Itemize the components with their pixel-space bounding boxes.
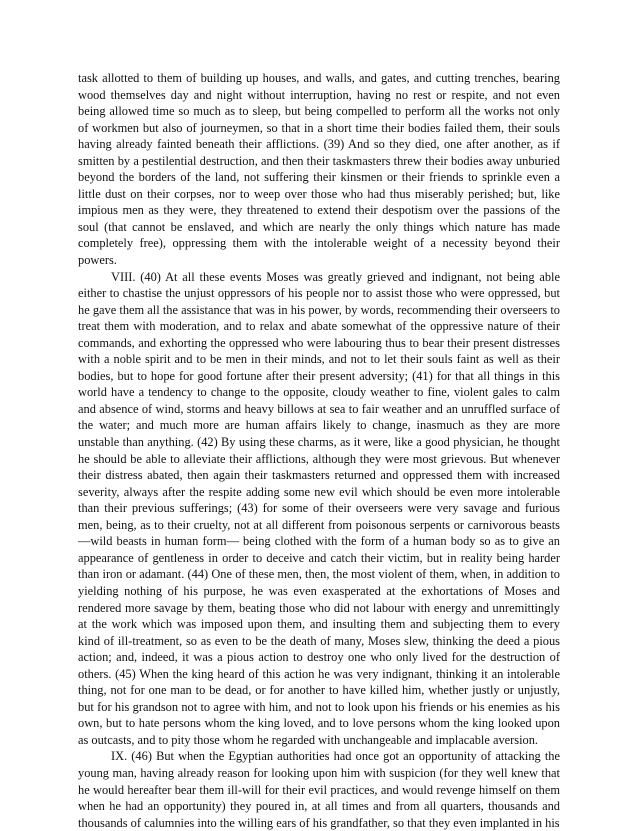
paragraph-continuation: task allotted to them of building up houses, and walls, and gates, and cutting trenches, bearing wood themselves day and night without interruption, having no rest or respite, and not even being allowed time so much as to sleep, but being compelled to perform all the works not only of workmen but also of journeymen, so that in a short time their bodies failed them, their souls having already fainted beneath their afflictions. (39) And so they died, one after another, as if smitten by a pestilential destruction, and then their taskmasters threw their bodies away unburied beyond the borders of the land, not suffering their kinsmen or their friends to sprinkle even a little dust on their corpses, nor to weep over those who had thus miserably perished; but, like impious men as they were, they threatened to extend their despotism over the passions of the soul (that cannot be enslaved, and which are nearly the only things which nature has made completely free), oppressing them with the intolerable weight of a necessity beyond their powers.	[78, 71, 560, 268]
paragraph-section-viii: VIII. (40) At all these events Moses was greatly grieved and indignant, not being able either to chastise the unjust oppressors of his people nor to assist those who were oppressed, but he gave them all the assistance that was in his power, by words, recommending their overseers to treat them with moderation, and to relax and abate somewhat of the oppressive nature of their commands, and exhorting the oppressed who were labouring thus to bear their present distresses with a noble spirit and to be men in their minds, and not to let their souls faint as well as their bodies, but to hope for good fortune after their present adversity; (41) for that all things in this world have a tendency to change to the opposite, cloudy weather to fine, violent gales to calm and absence of wind, storms and heavy billows at sea to fair weather and an unruffled surface of the water; and much more are human affairs likely to change, inasmuch as they are more unstable than anything. (42) By using these charms, as it were, like a good physician, he thought he should be able to alleviate their afflictions, although they were most grievous. But whenever their distress abated, then again their taskmasters returned and oppressed them with increased severity, always after the respite adding some new evil which should be even more intolerable than their previous sufferings; (43) for some of their overseers were very savage and furious men, being, as to their cruelty, not at all different from poisonous serpents or carnivorous beasts—wild beasts in human form— being clothed with the form of a human body so as to give an appearance of gentleness in order to deceive and catch their victim, but in reality being harder than iron or adamant. (44) One of these men, then, the most violent of them, when, in addition to yielding nothing of his purpose, he was even exasperated at the exhortations of Moses and rendered more savage by them, beating those who did not labour with energy and unremittingly at the work which was imposed upon them, and insulting them and subjecting them to every kind of ill-treatment, so as even to be the death of many, Moses slew, thinking the deed a pious action; and, indeed, it was a pious action to destroy one who only lived for the destruction of others. (45) When the king heard of this action he was very indignant, thinking it an intolerable thing, not for one man to be dead, or for another to have killed him, whether justly or unjustly, but for his grandson not to agree with him, and not to look upon his friends or his enemies as his own, but to hate persons whom the king loved, and to love persons whom the king looked upon as outcasts, and to pity those whom he regarded with unchangeable and implacable aversion.	[78, 269, 560, 747]
paragraph-section-ix: IX. (46) But when the Egyptian authorities had once got an opportunity of attacking the young man, having already reason for looking upon him with suspicion (for they well knew that he would hereafter bear them ill-will for their evil practices, and would revenge himself on them when he had an opportunity) they poured in, at all times and from all quarters, thousands and thousands of calumnies into the willing ears of his grandfather, so that they even implanted in his	[78, 749, 560, 830]
body-text	[78, 70, 560, 831]
